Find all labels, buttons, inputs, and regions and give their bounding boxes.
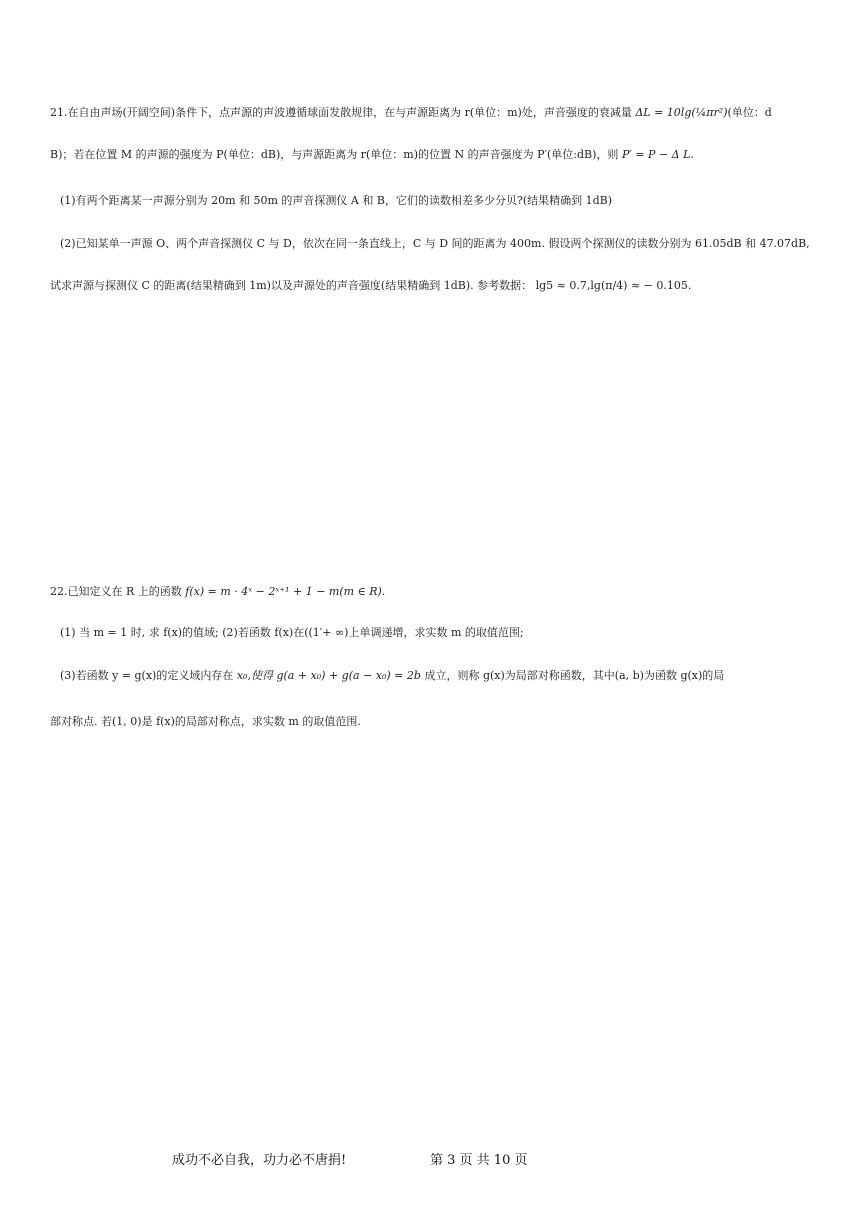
q21-line-1	[50, 106, 772, 120]
q21-part-1	[60, 194, 612, 208]
q21-line-2-text: B)；若在位置 M 的声源的强度为 P(单位：dB)，与声源距离为 r(单位：m)的位置 N 的声音强度为 P′(单位:dB)，则	[50, 148, 619, 161]
q21-line-1-tail: (单位：d	[727, 106, 772, 119]
q22-part-1-2	[60, 626, 524, 640]
q21-intensity-formula: P′ = P − Δ L.	[621, 148, 694, 161]
q21-intro-text: 21.在自由声场(开阔空间)条件下，点声源的声波遵循球面发散规律，在与声源距离为 r(单位：m)处，声音强度的衰减量	[50, 106, 632, 119]
q21-attenuation-formula: ΔL = 10lg(¼πr²)	[635, 106, 728, 119]
q22-x0-formula: x₀,使得	[236, 669, 273, 682]
q21-part-2-line-2	[50, 279, 691, 293]
q22-stem	[50, 585, 385, 599]
q21-part-2-text: (2)已知某单一声源 O、两个声音探测仪 C 与 D，依次在同一条直线上，C 与 D 间的距离为 400m. 假设两个探测仪的读数分别为 61.05dB 和 47.07dB,	[60, 237, 810, 250]
q22-function-formula: f(x) = m · 4ˣ − 2ˣ⁺¹ + 1 − m(m ∈ R).	[185, 585, 386, 598]
q22-part-3-line-1	[60, 669, 724, 683]
q21-part-2-line-2-text: 试求声源与探测仪 C 的距离(结果精确到 1m)以及声源处的声音强度(结果精确到 1dB). 参考数据：	[50, 279, 533, 292]
q21-line-2	[50, 148, 694, 162]
q22-part-3-text-a: (3)若函数 y = g(x)的定义域内存在	[60, 669, 234, 682]
q22-part-3-line-2	[50, 715, 361, 729]
q21-part-1-text: (1)有两个距离某一声源分别为 20m 和 50m 的声音探测仪 A 和 B，它们的读数相差多少分贝?(结果精确到 1dB)	[60, 194, 613, 207]
q22-interval-formula: (1′+ ∞)	[308, 626, 349, 639]
q22-part-3-text-b: 成立，则称 g(x)为局部对称函数，其中(a, b)为函数 g(x)的局	[424, 669, 725, 682]
q22-part-2-tail: 上单调递增，求实数 m 的取值范围;	[348, 626, 524, 639]
q22-symmetry-formula: g(a + x₀) + g(a − x₀) = 2b	[276, 669, 421, 682]
q22-part-1-text: (1) 当 m = 1 时, 求 f(x)的值域; (2)若函数 f(x)在(	[60, 626, 309, 639]
footer-page-info: 第 3 页 共 10 页	[430, 1153, 528, 1168]
q21-part-2-line-1	[60, 237, 810, 251]
q22-part-3-line-2-text: 部对称点. 若(1, 0)是 f(x)的局部对称点，求实数 m 的取值范围.	[50, 715, 361, 728]
footer-motto: 成功不必自我，功力必不唐捐!	[172, 1153, 347, 1168]
q21-reference-data: lg5 ≈ 0.7,lg(π/4) ≈ − 0.105.	[535, 279, 692, 292]
q22-stem-text: 22.已知定义在 R 上的函数	[50, 585, 182, 598]
